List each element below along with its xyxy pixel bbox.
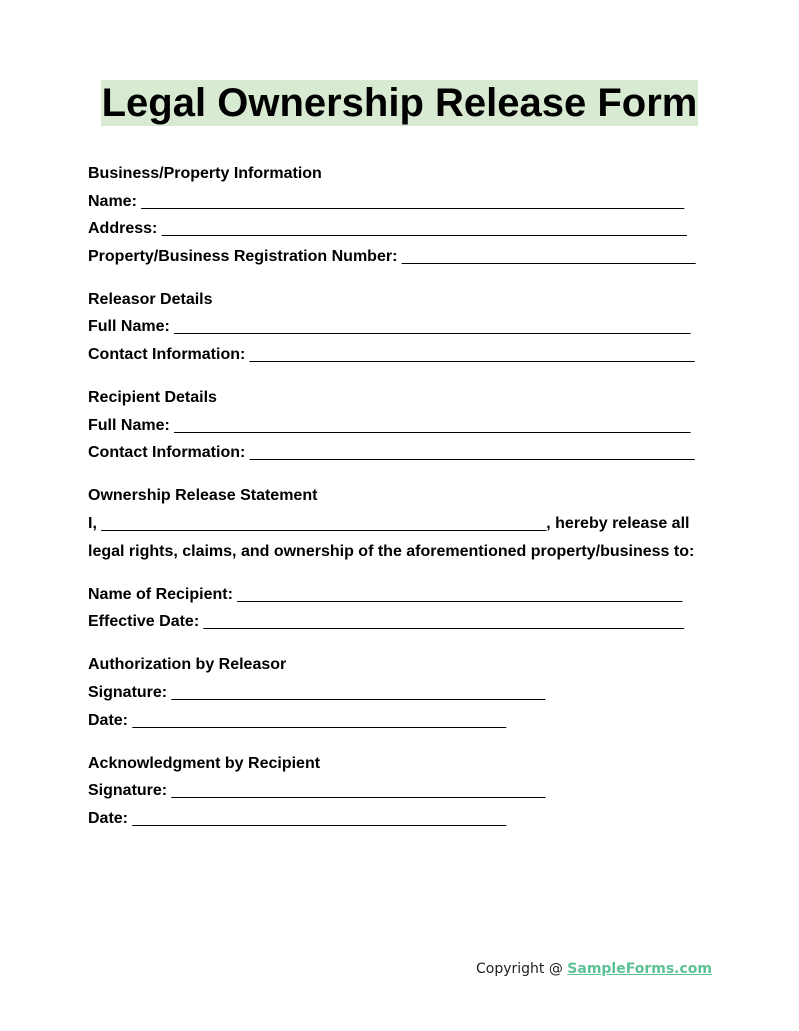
section-heading: Recipient Details: [88, 389, 217, 407]
section-acknowledgment-recipient: [88, 750, 718, 833]
fill-in-blank[interactable]: _________________________________: [401, 247, 696, 265]
section-heading: Releasor Details: [88, 290, 213, 308]
fill-in-blank[interactable]: __________________________________________________________: [174, 318, 691, 336]
footer-copyright: [476, 961, 712, 977]
field-recipient-signature: [88, 777, 718, 805]
statement-suffix: , hereby release all: [546, 515, 690, 533]
field-recipient-contact: [88, 439, 718, 467]
fill-in-blank[interactable]: __________________________________________: [171, 782, 546, 800]
fill-in-blank[interactable]: __________________________________________________: [101, 515, 547, 533]
field-releasor-full-name: [88, 313, 718, 341]
statement-prefix: I,: [88, 515, 97, 533]
section-heading: Acknowledgment by Recipient: [88, 754, 321, 772]
section-heading: Authorization by Releasor: [88, 656, 287, 674]
field-label: Effective Date:: [88, 613, 200, 631]
field-label: Full Name:: [88, 416, 170, 434]
field-label: Property/Business Registration Number:: [88, 247, 398, 265]
field-name-of-recipient: [88, 581, 718, 609]
copyright-text: Copyright @: [475, 961, 568, 977]
title-container: [0, 80, 799, 126]
section-heading: Business/Property Information: [88, 165, 322, 182]
field-effective-date: [88, 608, 718, 636]
field-releasor-signature: [88, 679, 718, 707]
fill-in-blank[interactable]: __________________________________________: [171, 684, 546, 701]
section-authorization-releasor: [88, 651, 718, 734]
fill-in-blank[interactable]: __________________________________________________________: [174, 416, 691, 434]
field-label: Full Name:: [88, 318, 170, 336]
section-recipient-effective: [88, 581, 718, 636]
field-label: Address:: [88, 220, 158, 238]
fill-in-blank[interactable]: __________________________________________________: [249, 444, 695, 462]
field-recipient-date: [88, 805, 718, 833]
fill-in-blank[interactable]: __________________________________________________: [237, 585, 683, 603]
field-label: Contact Information:: [88, 346, 246, 364]
field-releasor-contact: [88, 341, 718, 369]
fill-in-blank[interactable]: ___________________________________________________________: [161, 220, 687, 238]
field-label: Name of Recipient:: [88, 585, 233, 603]
field-address: [88, 215, 718, 243]
field-releasor-date: [88, 707, 718, 735]
section-recipient-details: [88, 384, 718, 467]
field-label: Date:: [88, 809, 129, 827]
field-label: Date:: [88, 711, 129, 729]
section-business-info: [88, 160, 718, 270]
section-heading: Ownership Release Statement: [88, 487, 318, 505]
form-body: [88, 160, 718, 848]
section-releasor-details: [88, 286, 718, 369]
fill-in-blank[interactable]: ______________________________________________________: [203, 613, 685, 631]
field-label: Contact Information:: [88, 444, 246, 462]
page-title: Legal Ownership Release Form: [101, 81, 698, 125]
fill-in-blank[interactable]: __________________________________________________: [249, 346, 695, 364]
field-label: Signature:: [88, 782, 168, 800]
fill-in-blank[interactable]: _____________________________________________________________: [141, 192, 685, 210]
statement-line-2: legal rights, claims, and ownership of the aforementioned property/business to:: [88, 542, 695, 560]
field-name: [88, 188, 718, 216]
field-registration-number: [88, 243, 718, 271]
fill-in-blank[interactable]: __________________________________________: [132, 711, 507, 729]
section-release-statement: [88, 482, 718, 565]
field-recipient-full-name: [88, 412, 718, 440]
field-label: Signature:: [88, 684, 168, 701]
fill-in-blank[interactable]: __________________________________________: [132, 809, 507, 827]
sampleforms-link[interactable]: SampleForms.com: [567, 961, 712, 977]
field-label: Name:: [88, 192, 137, 210]
statement-line-1: [88, 510, 718, 538]
